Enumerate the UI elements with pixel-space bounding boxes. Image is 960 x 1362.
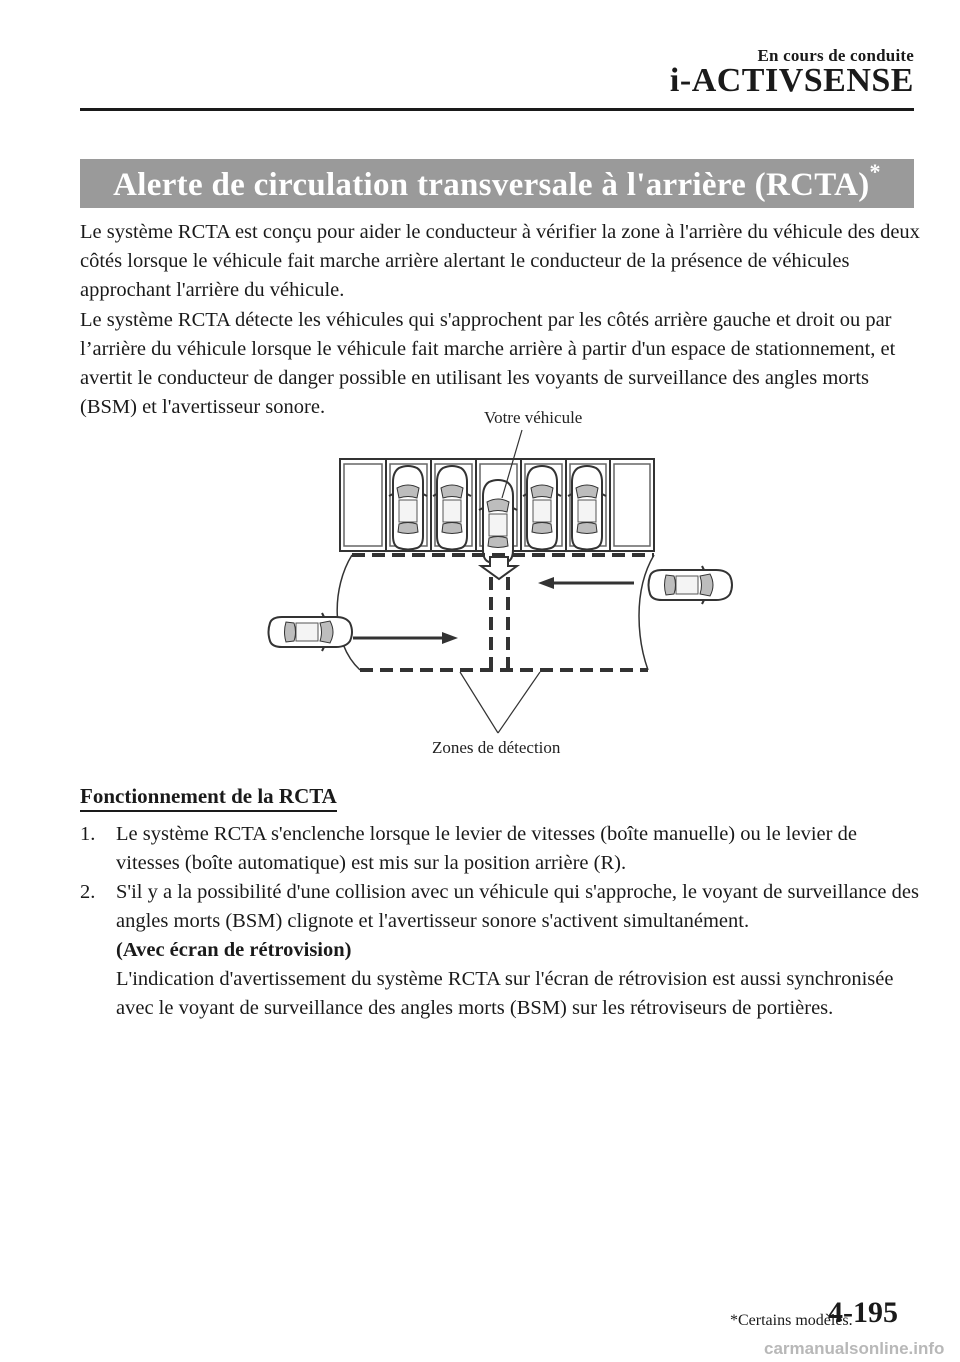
running-chapter-title: i-ACTIVSENSE (669, 62, 914, 99)
section-title-text: Alerte de circulation transversale à l'arrière (RCTA) (113, 167, 870, 203)
step-2-text: S'il y a la possibilité d'une collision avec un véhicule qui s'approche, le voyant de surveillance des angles morts (BSM) clignote et l'avertisseur sonore s'activent simultanément. (116, 881, 919, 932)
intro-paragraph-1: Le système RCTA est conçu pour aider le conducteur à vérifier la zone à l'arrière du véhicule des deux côtés lorsque le véhicule fait marche arrière alertant le conducteur de la présence de véhicules approchant l'arrière du véhicule. (80, 221, 920, 301)
certain-models-marker: * (869, 159, 881, 184)
rcta-diagram (260, 402, 740, 768)
step-1-text: Le système RCTA s'enclenche lorsque le levier de vitesses (boîte manuelle) ou le levier de vitesses (boîte automatique) est mis sur la position arrière (R). (116, 823, 857, 874)
footnote: *Certains modèles. (730, 1312, 853, 1329)
parked-car (568, 466, 606, 550)
section-title-band (80, 159, 914, 208)
running-section-title: En cours de conduite (757, 46, 914, 65)
parked-car (523, 466, 561, 550)
step-2-condition-text: L'indication d'avertissement du système RCTA sur l'écran de rétrovision est aussi synchronisée avec le voyant de surveillance des angles morts (BSM) sur les rétroviseurs de portières. (116, 968, 894, 1019)
step-1-number: 1. (80, 823, 96, 845)
approach-arrow-right (538, 577, 634, 589)
approaching-car-left (269, 613, 353, 651)
your-vehicle (479, 480, 517, 564)
step-2 (80, 878, 920, 1023)
subsection-heading: Fonctionnement de la RCTA (80, 784, 337, 812)
detection-zones-label: Zones de détection (432, 738, 561, 757)
zone-label-leader-left (460, 672, 498, 733)
watermark: carmanualsonline.info (764, 1339, 945, 1358)
step-1 (80, 820, 920, 878)
parked-car (433, 466, 471, 550)
step-2-number: 2. (80, 881, 96, 903)
page-number: 4-195 (828, 1296, 898, 1329)
zone-label-leader-right (498, 672, 540, 733)
header-rule (80, 108, 914, 111)
intro-paragraph-2: Le système RCTA détecte les véhicules qui s'approchent par les côtés arrière gauche et droit ou par l’arrière du véhicule lorsque le véhicule fait marche arrière à partir d'un espace de stationnement, et avertit le conducteur de danger possible en utilisant les voyants de surveillance des angles morts (BSM) et l'avertisseur sonore. (80, 309, 896, 418)
parked-car (389, 466, 427, 550)
rcta-illustration (260, 402, 740, 768)
operation-steps-list (80, 820, 920, 1023)
approaching-car-right (649, 566, 733, 604)
approach-arrow-left (353, 632, 458, 644)
your-vehicle-label: Votre véhicule (484, 408, 583, 427)
road-edge-left (337, 555, 360, 670)
step-2-condition-heading: (Avec écran de rétrovision) (116, 939, 352, 961)
section-title (113, 159, 881, 204)
